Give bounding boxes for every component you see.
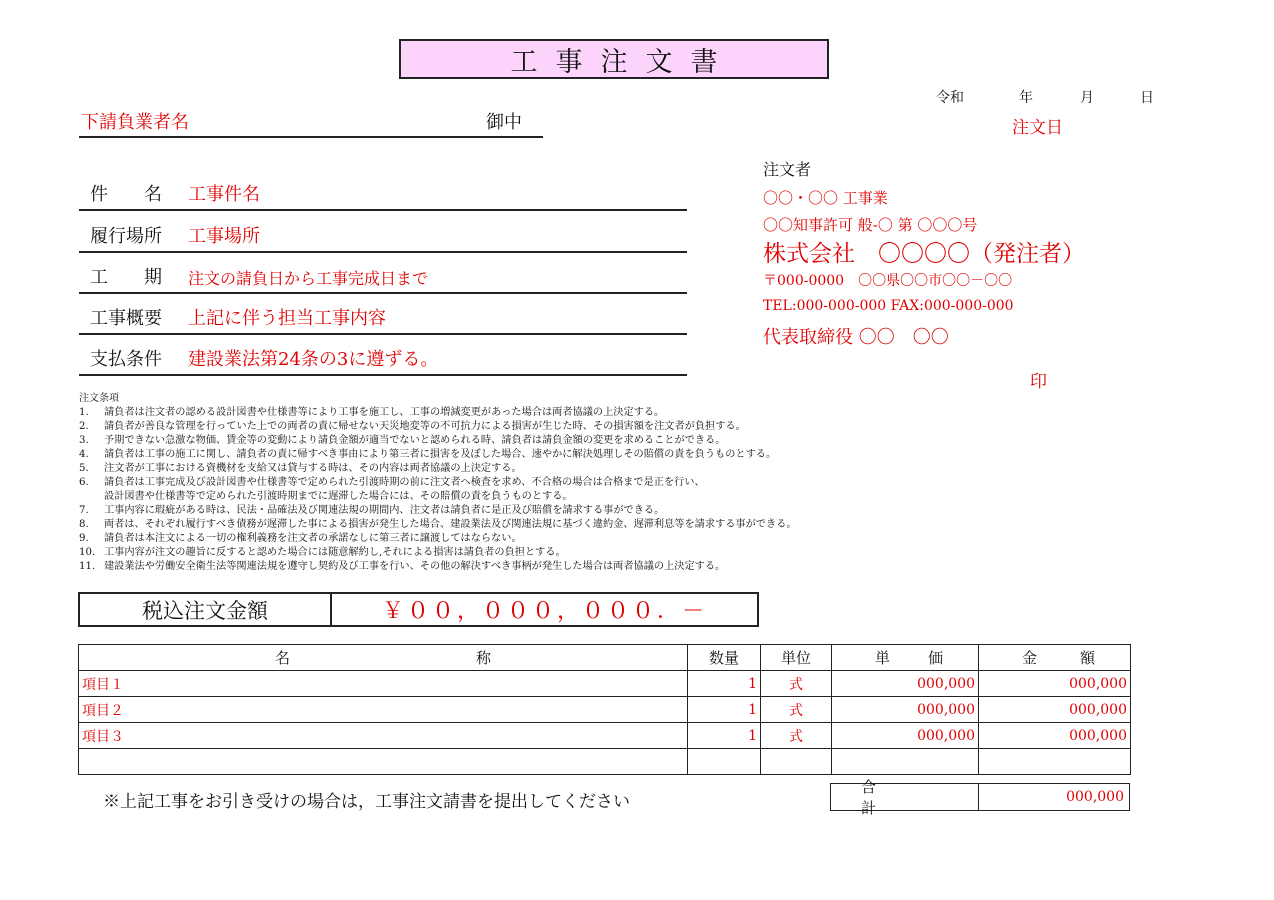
item-qty: 1	[688, 723, 761, 749]
clause-text: 注文者が工事における資機材を支給又は貸与する時は、その内容は両者協議の上決定する。	[104, 463, 522, 474]
table-row-empty	[79, 749, 1131, 775]
clause-text: 請負者は注文者の認める設計図書や仕様書等により工事を施工し、工事の増減変更があった場合は両者協議の上決定する。	[104, 407, 665, 418]
clause-item	[79, 504, 979, 518]
item-amount: 000,000	[979, 723, 1131, 749]
field-label: 支払条件	[90, 349, 162, 370]
clause-number: 1.	[79, 407, 89, 418]
order-amount-value: ￥００，０００，０００．－	[381, 599, 707, 624]
clause-text: 請負者は工事完成及び設計図書や仕様書等で定められた引渡時期の前に注文者へ検査を求め、不合格の場合は合格まで是正を行い、	[104, 477, 705, 488]
order-clauses	[79, 392, 979, 574]
date-year: 年	[1019, 90, 1033, 106]
header-name	[79, 645, 688, 671]
field-value: 工事件名	[188, 184, 260, 205]
header-price	[832, 645, 979, 671]
empty-cell	[832, 749, 979, 775]
clause-number: 2.	[79, 421, 89, 432]
clause-item	[79, 518, 979, 532]
clause-text: 工事内容が注文の趣旨に反すると認めた場合には随意解約し,それによる損害は請負者の負担とする。	[104, 547, 566, 558]
issuer-license: 〇〇知事許可 般-〇 第 〇〇〇号	[763, 216, 978, 234]
clauses-heading: 注文条項	[79, 393, 119, 404]
item-price: 000,000	[832, 671, 979, 697]
header-amount-b: 額	[1079, 649, 1095, 667]
field-label: 工 期	[90, 267, 162, 288]
clause-number	[79, 490, 104, 504]
clause-text: 両者は、それぞれ履行すべき債務が遅滞した事による損害が発生した場合、建設業法及び関連法規に基づく違約金、遅滞利息等を請求する事ができる。	[104, 519, 797, 530]
clause-item	[79, 448, 979, 462]
field-value: 工事場所	[188, 226, 260, 247]
item-amount: 000,000	[979, 697, 1131, 723]
clause-item	[79, 476, 979, 490]
clause-item	[79, 406, 979, 420]
issuer-label: 注文者	[763, 160, 812, 179]
clause-text: 予期できない急激な物価、賃金等の変動により請負金額が適当でないと認められる時、請負者は請負金額の変更を求めることができる。	[104, 435, 726, 446]
total-value: 000,000	[1066, 789, 1124, 805]
item-name: 項目１	[79, 671, 688, 697]
header-name-a: 名	[274, 649, 290, 667]
clause-number: 8.	[79, 519, 89, 530]
recipient-name: 下請負業者名	[81, 112, 189, 133]
empty-cell	[688, 749, 761, 775]
recipient-honorific: 御中	[486, 112, 522, 133]
clause-item	[79, 532, 979, 546]
clause-number: 6.	[79, 477, 89, 488]
item-name: 項目２	[79, 697, 688, 723]
submission-note: ※上記工事をお引き受けの場合は，工事注文請書を提出してください	[103, 792, 630, 812]
field-overview	[79, 307, 687, 335]
clause-number: 9.	[79, 533, 89, 544]
item-unit: 式	[761, 723, 832, 749]
field-location	[79, 225, 687, 253]
issuer-company: 株式会社 〇〇〇〇（発注者）	[763, 241, 1085, 267]
total-box	[830, 778, 1130, 817]
item-unit: 式	[761, 671, 832, 697]
clause-item	[79, 420, 979, 434]
item-name: 項目３	[79, 723, 688, 749]
item-unit: 式	[761, 697, 832, 723]
field-label: 履行場所	[90, 226, 162, 247]
clause-text: 請負者は工事の施工に関し、請負者の責に帰すべき事由により第三者に損害を及ぼした場合、速やかに解決処理しその賠償の責を負うものとする。	[104, 449, 777, 460]
order-amount-label: 税込注文金額	[80, 594, 332, 625]
table-row	[79, 697, 1131, 723]
clause-text: 建設業法や労働安全衛生法等関連法規を遵守し契約及び工事を行い、その他の解決すべき事柄が発生した場合は両者協議の上決定する。	[104, 561, 726, 572]
header-name-b: 称	[475, 649, 491, 667]
item-price: 000,000	[832, 723, 979, 749]
table-header-row	[79, 645, 1131, 671]
recipient-line	[79, 110, 543, 138]
header-qty: 数量	[688, 645, 761, 671]
date-month: 月	[1080, 90, 1094, 106]
clause-number: 10.	[79, 547, 96, 558]
header-amount	[979, 645, 1131, 671]
item-qty: 1	[688, 697, 761, 723]
clause-item	[79, 462, 979, 476]
table-row	[79, 671, 1131, 697]
clause-item	[79, 490, 979, 504]
clause-item	[79, 434, 979, 448]
item-amount: 000,000	[979, 671, 1131, 697]
clause-text: 請負者は本注文による一切の権利義務を注文者の承諾なしに第三者に譲渡してはならない。	[104, 533, 522, 544]
field-label: 工事概要	[90, 308, 162, 329]
document-title: 工事注文書	[399, 39, 829, 79]
clause-number: 5.	[79, 463, 89, 474]
clause-text: 工事内容に瑕疵がある時は、民法・品確法及び関連法規の期間内、注文者は請負者に是正及び賠償を請求する事ができる。	[104, 505, 665, 516]
item-qty: 1	[688, 671, 761, 697]
clause-number: 4.	[79, 449, 89, 460]
field-payment	[79, 348, 687, 376]
empty-cell	[979, 749, 1131, 775]
order-date-label: 注文日	[1012, 118, 1063, 138]
header-price-a: 単	[875, 649, 891, 667]
clause-text: 請負者が善良な管理を行っていた上での両者の責に帰せない天災地変等の不可抗力による損害が生じた時、その損害額を注文者が負担する。	[104, 421, 746, 432]
empty-cell	[79, 749, 688, 775]
clause-number: 7.	[79, 505, 89, 516]
clause-number: 3.	[79, 435, 89, 446]
order-amount-box	[78, 592, 759, 627]
header-price-b: 価	[927, 649, 943, 667]
date-day: 日	[1140, 90, 1154, 106]
header-unit: 単位	[761, 645, 832, 671]
issuer-representative: 代表取締役 〇〇 〇〇	[763, 327, 949, 348]
clause-item	[79, 546, 979, 560]
issuer-address: 〒000-0000 〇〇県〇〇市〇〇－〇〇	[763, 273, 1013, 289]
empty-cell	[761, 749, 832, 775]
clause-number: 11.	[79, 561, 96, 572]
field-value: 注文の請負日から工事完成日まで	[188, 269, 429, 288]
clause-item	[79, 560, 979, 574]
table-row	[79, 723, 1131, 749]
header-amount-a: 金	[1022, 649, 1038, 667]
clause-text: 設計図書や仕様書等で定められた引渡時期までに遅滞した場合には、その賠償の責を負うものとする。	[104, 491, 573, 502]
field-label: 件 名	[90, 184, 162, 205]
field-period	[79, 266, 687, 294]
issuer-business: 〇〇・〇〇 工事業	[763, 189, 888, 207]
issuer-contact: TEL:000-000-000 FAX:000-000-000	[763, 298, 1014, 314]
items-table	[78, 644, 1131, 775]
seal-mark: 印	[1030, 372, 1047, 392]
item-price: 000,000	[832, 697, 979, 723]
field-value: 上記に伴う担当工事内容	[188, 308, 386, 329]
field-value: 建設業法第24条の3に遵ずる。	[188, 349, 439, 370]
field-subject	[79, 183, 687, 211]
total-label: 合 計	[831, 784, 979, 810]
date-era: 令和	[936, 90, 964, 106]
